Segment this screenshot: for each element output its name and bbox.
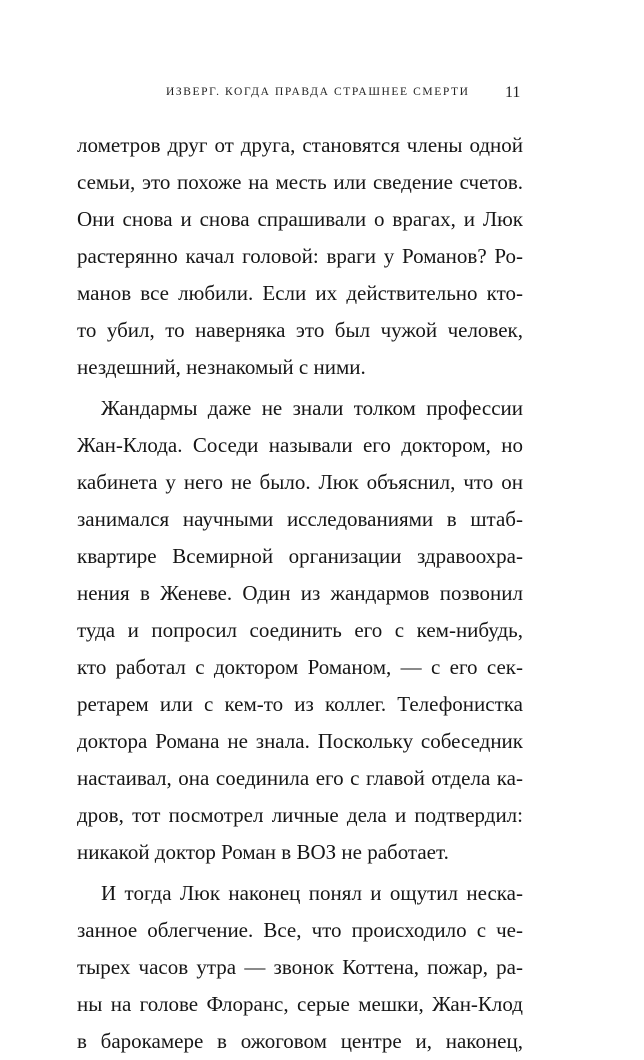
paragraph-last-line: нездешний, незнакомый с ними. bbox=[77, 355, 366, 379]
paragraph-last-line: никакой доктор Роман в ВОЗ не работает. bbox=[77, 840, 449, 864]
text-line: кто работал с доктором Романом, — с его сек- bbox=[77, 655, 523, 679]
text-line: растерянно качал головой: враги у Романов? Ро- bbox=[77, 244, 523, 268]
running-header bbox=[0, 84, 644, 104]
text-line: семьи, это похоже на месть или сведение счетов. bbox=[77, 170, 523, 194]
text-line: то убил, то наверняка это был чужой человек, bbox=[77, 318, 523, 342]
text-line: доктора Романа не знала. Поскольку собеседник bbox=[77, 729, 523, 753]
text-line: Они снова и снова спрашивали о врагах, и Люк bbox=[77, 207, 523, 231]
page-number: 11 bbox=[505, 84, 521, 101]
running-title: ИЗВЕРГ. КОГДА ПРАВДА СТРАШНЕЕ СМЕРТИ bbox=[166, 86, 470, 98]
text-line: настаивал, она соединила его с главой отдела ка- bbox=[77, 766, 523, 790]
paragraph-first-line: И тогда Люк наконец понял и ощутил неска- bbox=[101, 881, 523, 905]
text-line: лометров друг от друга, становятся члены одной bbox=[77, 133, 523, 157]
text-line: тырех часов утра — звонок Коттена, пожар, ра- bbox=[77, 955, 523, 979]
text-line: ны на голове Флоранс, серые мешки, Жан-Клод bbox=[77, 992, 523, 1016]
text-line: занимался научными исследованиями в штаб- bbox=[77, 507, 523, 531]
text-line: занное облегчение. Все, что происходило с че- bbox=[77, 918, 523, 942]
text-line: нения в Женеве. Один из жандармов позвонил bbox=[77, 581, 523, 605]
text-line: туда и попросил соединить его с кем-нибудь, bbox=[77, 618, 523, 642]
text-line: кабинета у него не было. Люк объяснил, что он bbox=[77, 470, 523, 494]
text-line: ретарем или с кем-то из коллег. Телефонистка bbox=[77, 692, 523, 716]
text-line: манов все любили. Если их действительно кто- bbox=[77, 281, 523, 305]
text-line: Жан-Клода. Соседи называли его доктором, но bbox=[77, 433, 523, 457]
text-line: квартире Всемирной организации здравоохра- bbox=[77, 544, 523, 568]
text-line: дров, тот посмотрел личные дела и подтвердил: bbox=[77, 803, 523, 827]
paragraph-first-line: Жандармы даже не знали толком профессии bbox=[101, 396, 523, 420]
text-line: в барокамере в ожоговом центре и, наконец, bbox=[77, 1029, 523, 1053]
